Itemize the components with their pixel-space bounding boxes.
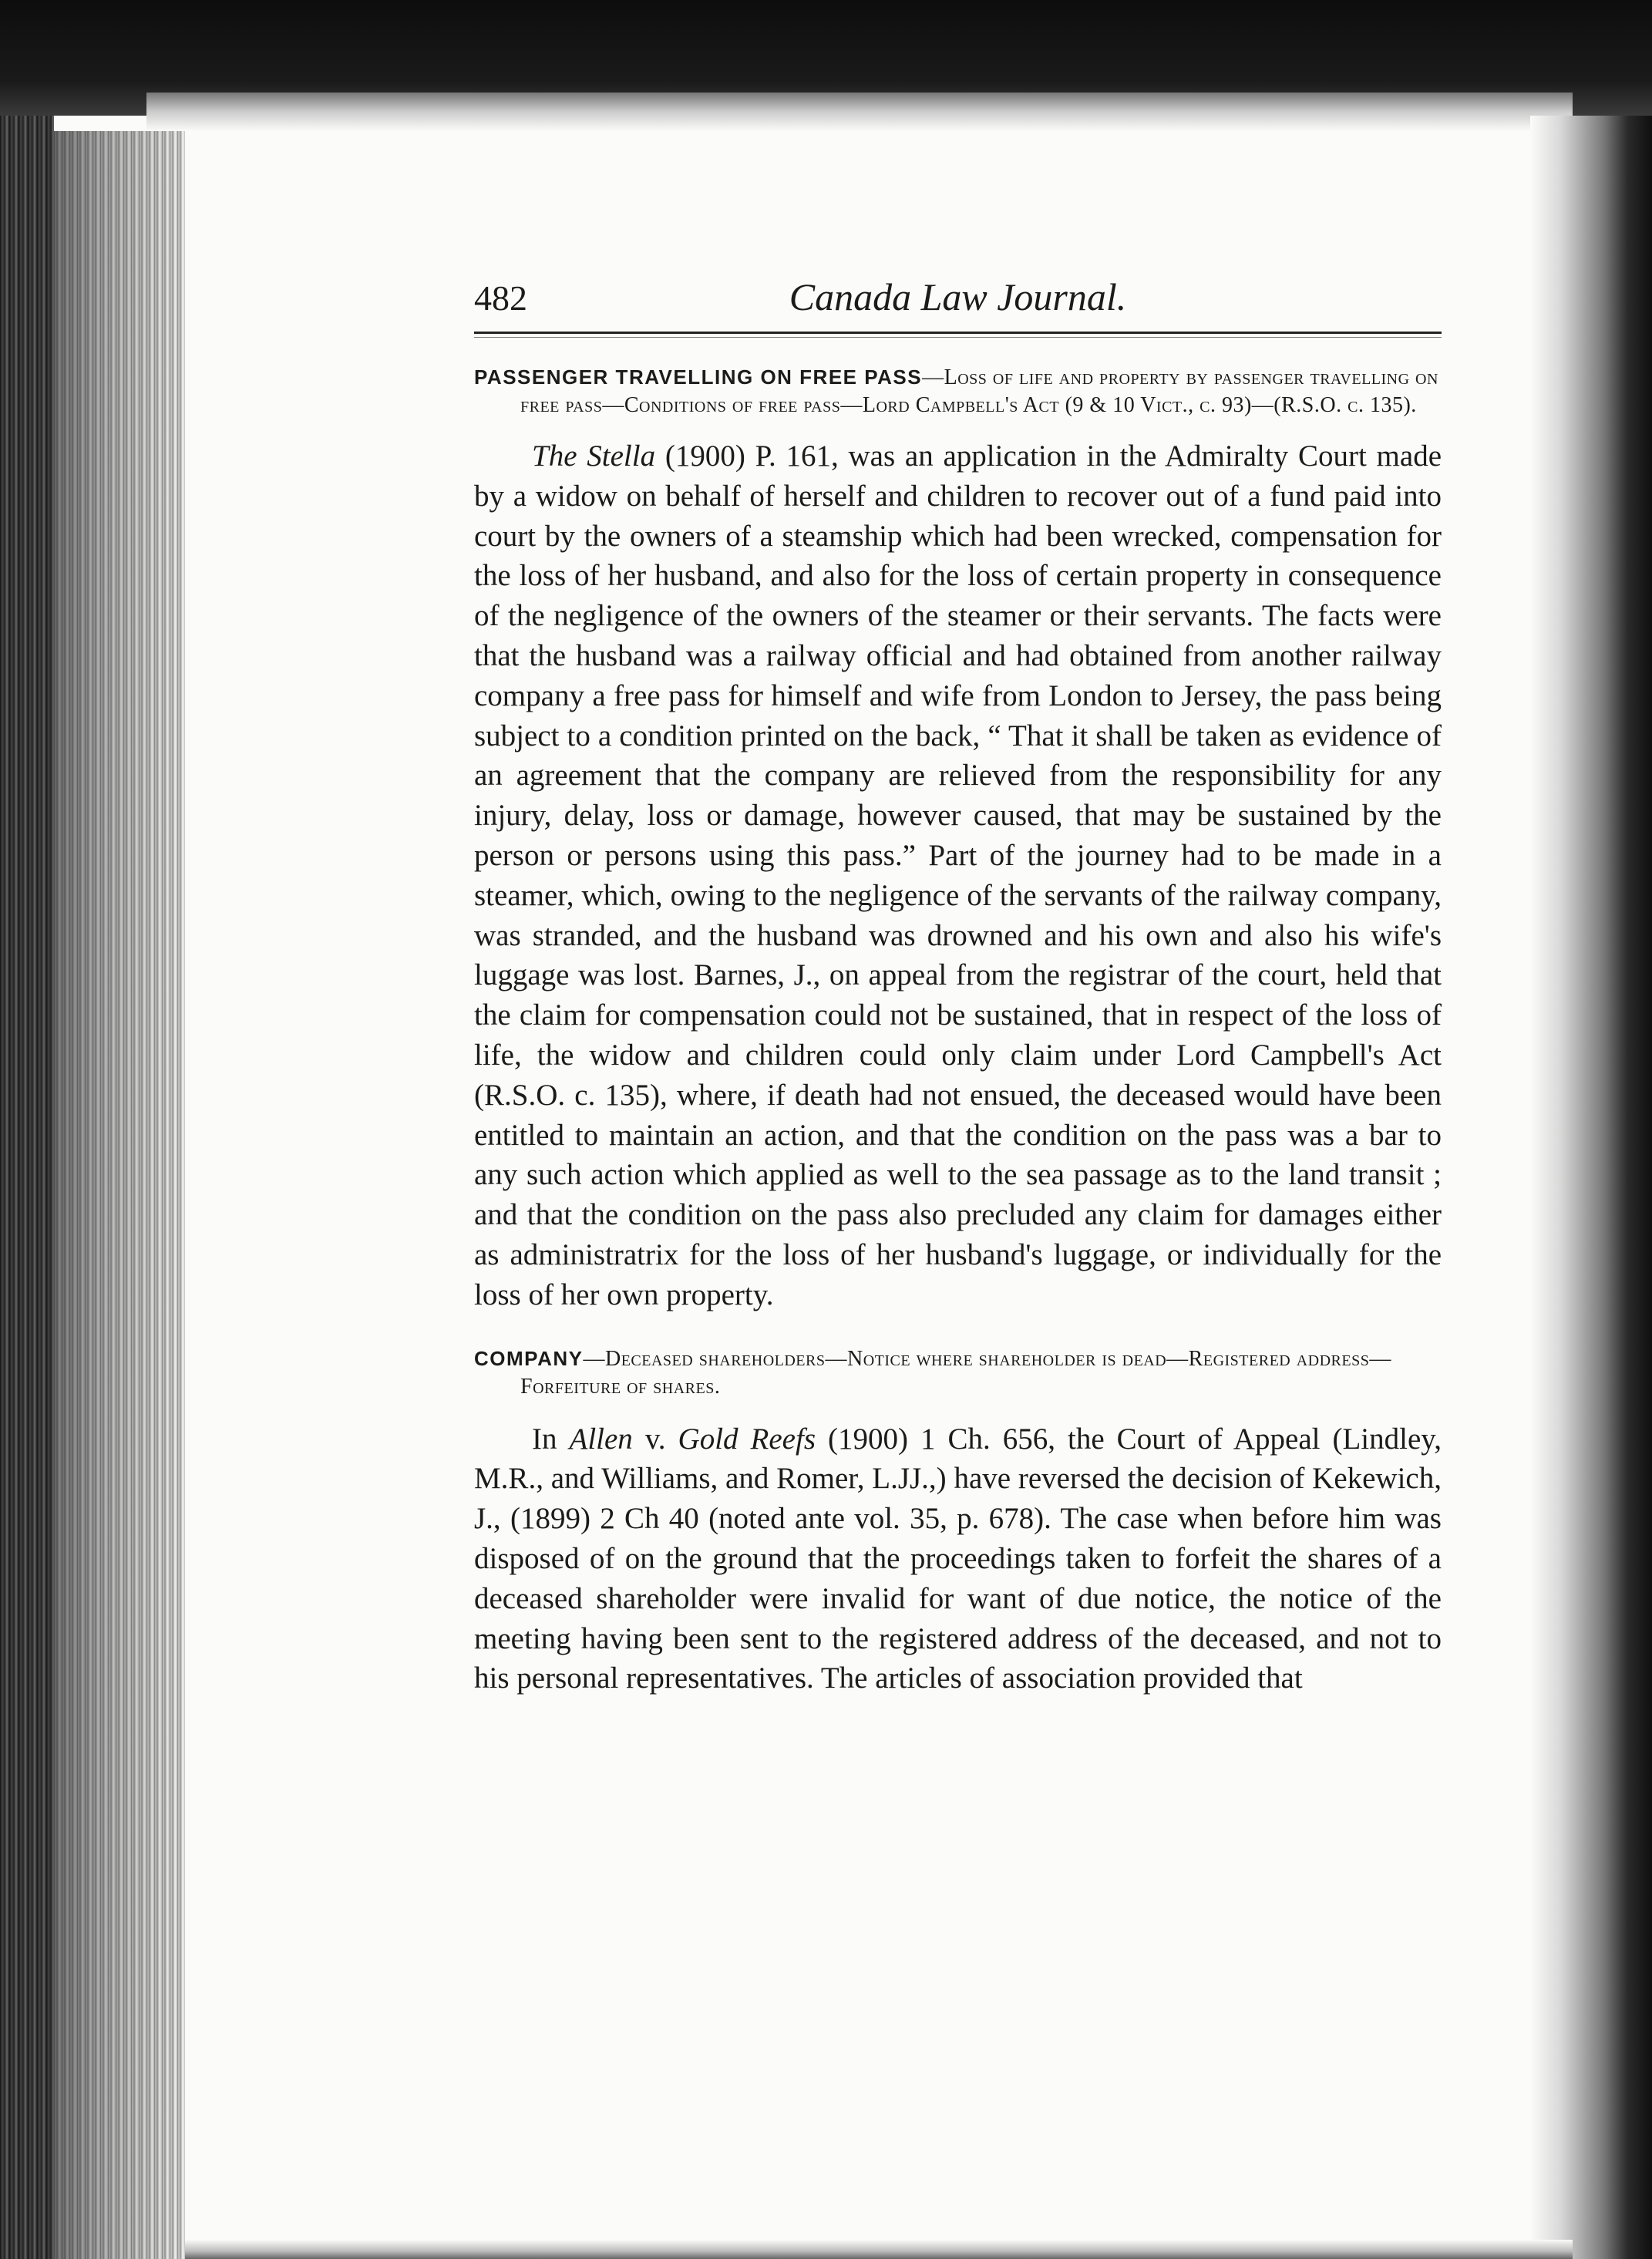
header-rule <box>474 337 1442 338</box>
paragraph-text: (1900) 1 Ch. 656, the Court of Appeal (Lindley, M.R., and Williams, and Romer, L.JJ.,) have reversed the decision of Kekewich, J., (1899) 2 Ch 40 (noted ante vol. 35, p. 678). The case when before him was disposed of on the ground that the proceedings taken to forfeit the shares of a deceased shareholder were invalid for want of due notice, the notice of the meeting having been sent to the registered address of the deceased, and not to his personal representatives. The articles of association provided that <box>474 1422 1442 1695</box>
paragraph-text: (1900) P. 161, was an application in the Admiralty Court made by a widow on behalf of herself and children to recover out of a fund paid into court by the owners of a steamship which had been wrecked, compensation for the loss of her husband, and also for the loss of certain property in consequence of the negligence of the owners of the steamer or their servants. The facts were that the husband was a railway official and had obtained from another railway company a free pass for himself and wife from London to Jersey, the pass being subject to a condition printed on the back, “ That it shall be taken as evidence of an agreement that the company are relieved from the responsibility for any injury, delay, loss or damage, however caused, that may be sustained by the person or persons using this pass.” Part of the journey had to be made in a steamer, which, owing to the negligence of the servants of the railway company, was stranded, and the husband was drowned and his own and also his wife's luggage was lost. Barnes, J., on appeal from the registrar of the court, held that the claim for compensation could not be sustained, that in respect of the loss of life, the widow and children could only claim under Lord Campbell's Act (R.S.O. c. 135), where, if death had not ensued, the deceased would have been entitled to maintain an action, and that the condition on the pass was a bar to any such action which applied as well to the sea passage as to the land transit ; and that the condition on the pass also precluded any claim for damages either as administratrix for the loss of her husband's luggage, or individually for the loss of her own property. <box>474 439 1442 1311</box>
paragraph-intro: In <box>532 1422 570 1456</box>
page-content <box>474 262 1442 1729</box>
case-party-1: Allen <box>569 1422 633 1456</box>
case-versus: v. <box>632 1422 678 1456</box>
scan-top-lip <box>146 93 1573 131</box>
section-heading-passenger <box>474 364 1442 419</box>
case-party-2: Gold Reefs <box>678 1422 816 1456</box>
scan-bottom-edge <box>185 2240 1573 2259</box>
journal-title: Canada Law Journal. <box>789 275 1127 318</box>
scan-left-edge <box>0 116 54 2259</box>
case-name: The Stella <box>532 439 656 473</box>
section-heading-company <box>474 1345 1442 1401</box>
heading-keyword: COMPANY <box>474 1346 584 1370</box>
scan-binding-gutter <box>54 131 185 2259</box>
paragraph-allen <box>474 1419 1442 1699</box>
paragraph-stella <box>474 436 1442 1315</box>
heading-keyword: PASSENGER TRAVELLING ON FREE PASS <box>474 365 923 389</box>
running-head <box>474 262 1442 334</box>
heading-subtopics: —Deceased shareholders—Notice where shareholder is dead—Registered address—Forfeiture of shares. <box>520 1346 1391 1399</box>
scan-right-edge <box>1530 116 1652 2259</box>
heading-subtopics: —Loss of life and property by passenger travelling on free pass—Conditions of free pass—Lord Campbell's Act (9 & 10 Vict., c. 93)—(R.S.O. c. 135). <box>520 365 1438 417</box>
page-number: 482 <box>474 278 527 318</box>
